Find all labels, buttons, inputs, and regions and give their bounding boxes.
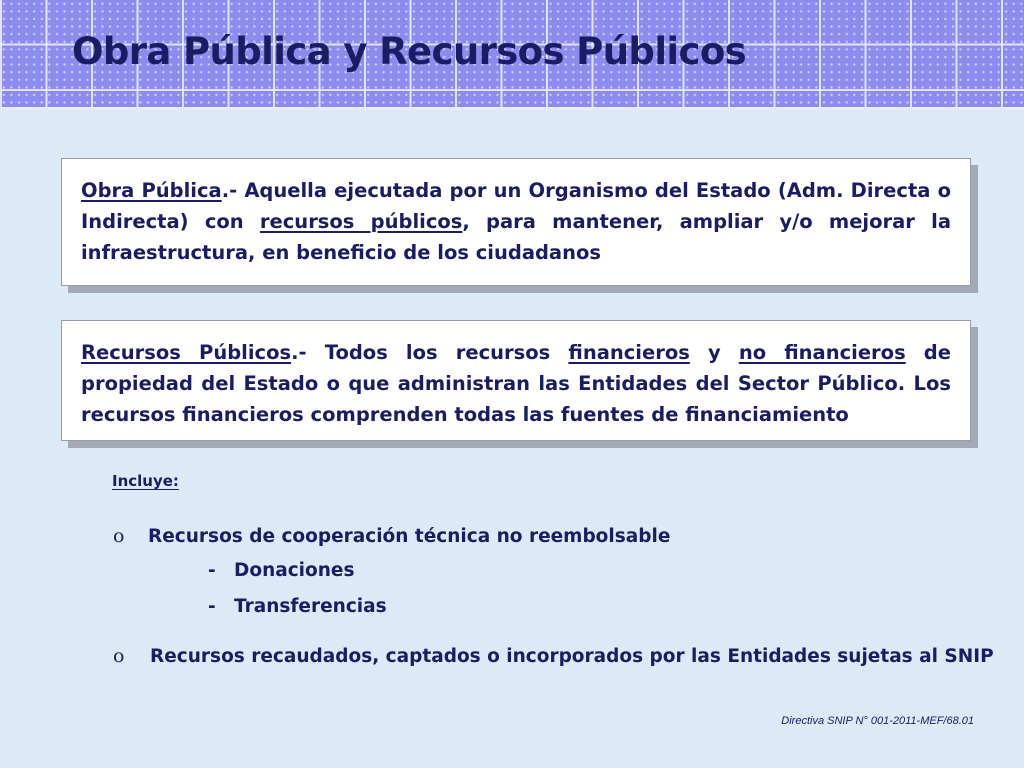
footer-source: Directiva SNIP N° 001-2011-MEF/68.01 [781, 715, 974, 727]
circle-bullet-icon: o [113, 645, 125, 667]
obra-publica-term: Obra Pública [81, 179, 222, 202]
list-item-cooperacion-text: Recursos de cooperación técnica no reembolsable [148, 526, 671, 547]
sub-item-donaciones [208, 560, 354, 581]
recursos-publicos-definition-box [61, 320, 971, 441]
obra-publica-text-b: , para mantener, ampliar y/o mejorar la infraestructura, en beneficio de los ciudadanos [81, 210, 951, 264]
sub-item-transferencias [208, 596, 387, 617]
circle-bullet-icon: o [113, 525, 125, 547]
page-title: Obra Pública y Recursos Públicos [72, 30, 747, 73]
dash-bullet-icon: - [208, 596, 216, 617]
recursos-publicos-underlined: recursos públicos [259, 210, 463, 233]
list-item-recaudados-text: Recursos recaudados, captados o incorporados por las Entidades sujetas al SNIP [150, 646, 994, 667]
recursos-publicos-text-a: .- Todos los recursos [291, 341, 569, 364]
incluye-label: Incluye: [112, 472, 179, 490]
list-item-cooperacion [113, 526, 670, 547]
list-item-recaudados [113, 646, 994, 667]
sub-item-donaciones-text: Donaciones [234, 560, 355, 581]
dash-bullet-icon: - [208, 560, 216, 581]
obra-publica-definition-box [61, 158, 971, 286]
recursos-publicos-text-b: y [689, 341, 739, 364]
recursos-publicos-term: Recursos Públicos [81, 341, 292, 364]
no-financieros-underlined: no financieros [738, 341, 906, 364]
obra-publica-text-a: .- Aquella ejecutada por un Organismo del Estado (Adm. Directa o Indirecta) con [81, 179, 951, 233]
financieros-underlined: financieros [568, 341, 690, 364]
recursos-publicos-text-c: de propiedad del Estado o que administran las Entidades del Sector Público. Los recursos financieros comprenden todas las fuentes de financiamiento [81, 341, 951, 426]
sub-item-transferencias-text: Transferencias [234, 596, 387, 617]
